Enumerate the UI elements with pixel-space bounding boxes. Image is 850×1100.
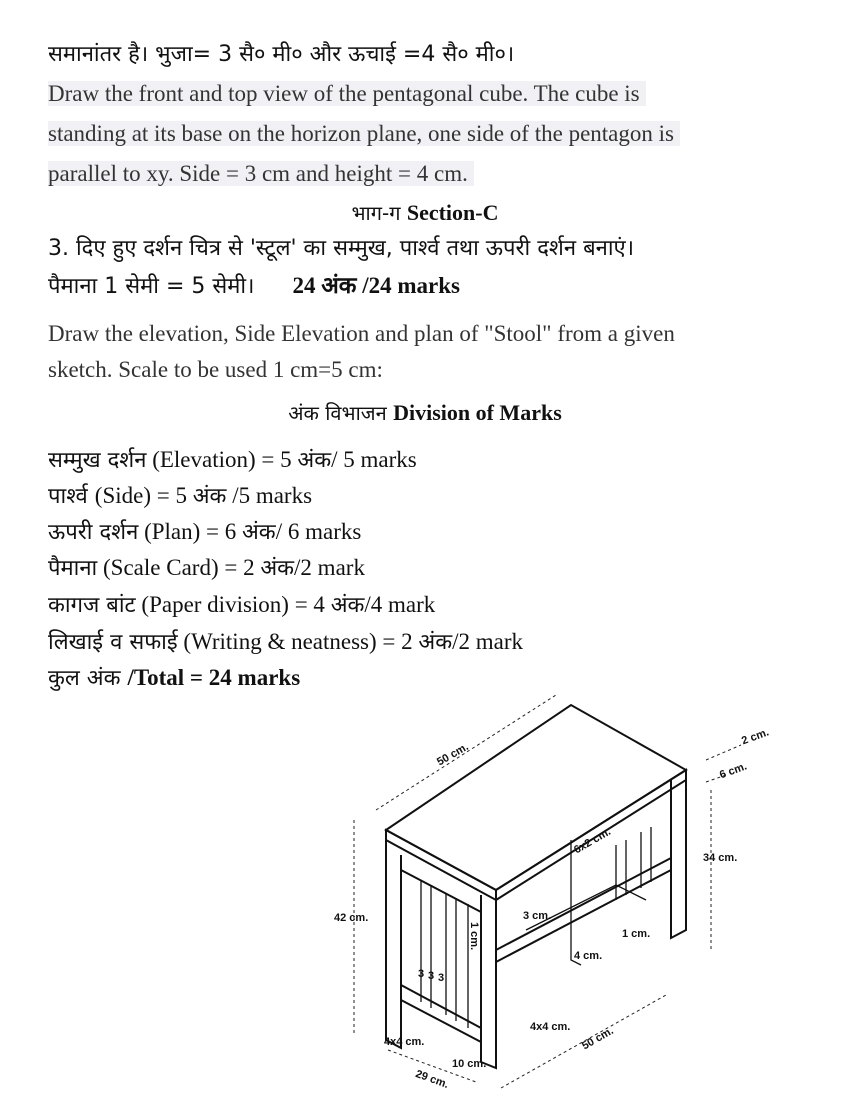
dimension-label: 4x4 cm.: [530, 1021, 571, 1033]
dimension-label: 34 cm.: [703, 852, 738, 864]
dimension-label: 29 cm.: [413, 1068, 451, 1091]
pentagon-text-en-2: standing at its base on the horizon plane, one side of the pentagon is: [48, 121, 680, 146]
stool-sketch: [286, 690, 798, 1094]
pentagon-text-en-1: Draw the front and top view of the pentagonal cube. The cube is: [48, 81, 646, 106]
dimension-label: 3: [418, 968, 425, 980]
dimension-label: 3: [438, 972, 445, 984]
pentagon-text-en-3: parallel to xy. Side = 3 cm and height = 4 cm.: [48, 161, 474, 186]
dimension-label: 6 cm.: [718, 760, 749, 782]
marks-item: कागज बांट (Paper division) = 4 अंक/4 mark: [48, 592, 436, 618]
question-3-en-2: sketch. Scale to be used 1 cm=5 cm:: [48, 357, 383, 382]
total-marks: कुल अंक /Total = 24 marks: [48, 665, 301, 691]
dimension-label: 42 cm.: [334, 912, 369, 924]
dimension-label: 1 cm.: [468, 922, 480, 951]
dimension-label: 1 cm.: [622, 928, 651, 940]
dimension-label: 50 cm.: [580, 1024, 616, 1053]
scale-and-marks: पैमाना 1 सेमी = 5 सेमी। 24 अंक /24 marks: [48, 273, 460, 299]
marks-item: पैमाना (Scale Card) = 2 अंक/2 mark: [48, 555, 365, 581]
dimension-label: 6x2 cm.: [572, 825, 613, 857]
marks-item: सम्मुख दर्शन (Elevation) = 5 अंक/ 5 marks: [48, 447, 417, 473]
section-heading: भाग-ग Section-C: [351, 200, 499, 225]
dimension-label: 3: [428, 970, 435, 982]
dimension-label: 4 cm.: [574, 950, 603, 962]
dimension-label: 2 cm.: [740, 726, 771, 748]
dimension-label: 10 cm.: [452, 1058, 487, 1070]
dimension-label: 3 cm.: [523, 910, 552, 922]
marks-item: पार्श्व (Side) = 5 अंक /5 marks: [48, 483, 313, 509]
question-3-hindi: 3. दिए हुए दर्शन चित्र से 'स्टूल' का सम्मुख, पार्श्व तथा ऊपरी दर्शन बनाएं।: [48, 236, 635, 261]
dimension-label: 50 cm.: [435, 740, 471, 769]
marks-item: लिखाई व सफाई (Writing & neatness) = 2 अंक/2 mark: [48, 629, 524, 655]
division-heading: अंक विभाजन Division of Marks: [288, 400, 562, 425]
dimension-label: 4x4 cm.: [384, 1036, 425, 1048]
question-3-en-1: Draw the elevation, Side Elevation and plan of "Stool" from a given: [48, 321, 675, 346]
pentagon-text-hindi: समानांतर है। भुजा= 3 सै० मी० और ऊचाई =4 सै० मी०।: [48, 42, 515, 67]
marks-item: ऊपरी दर्शन (Plan) = 6 अंक/ 6 marks: [48, 519, 362, 545]
